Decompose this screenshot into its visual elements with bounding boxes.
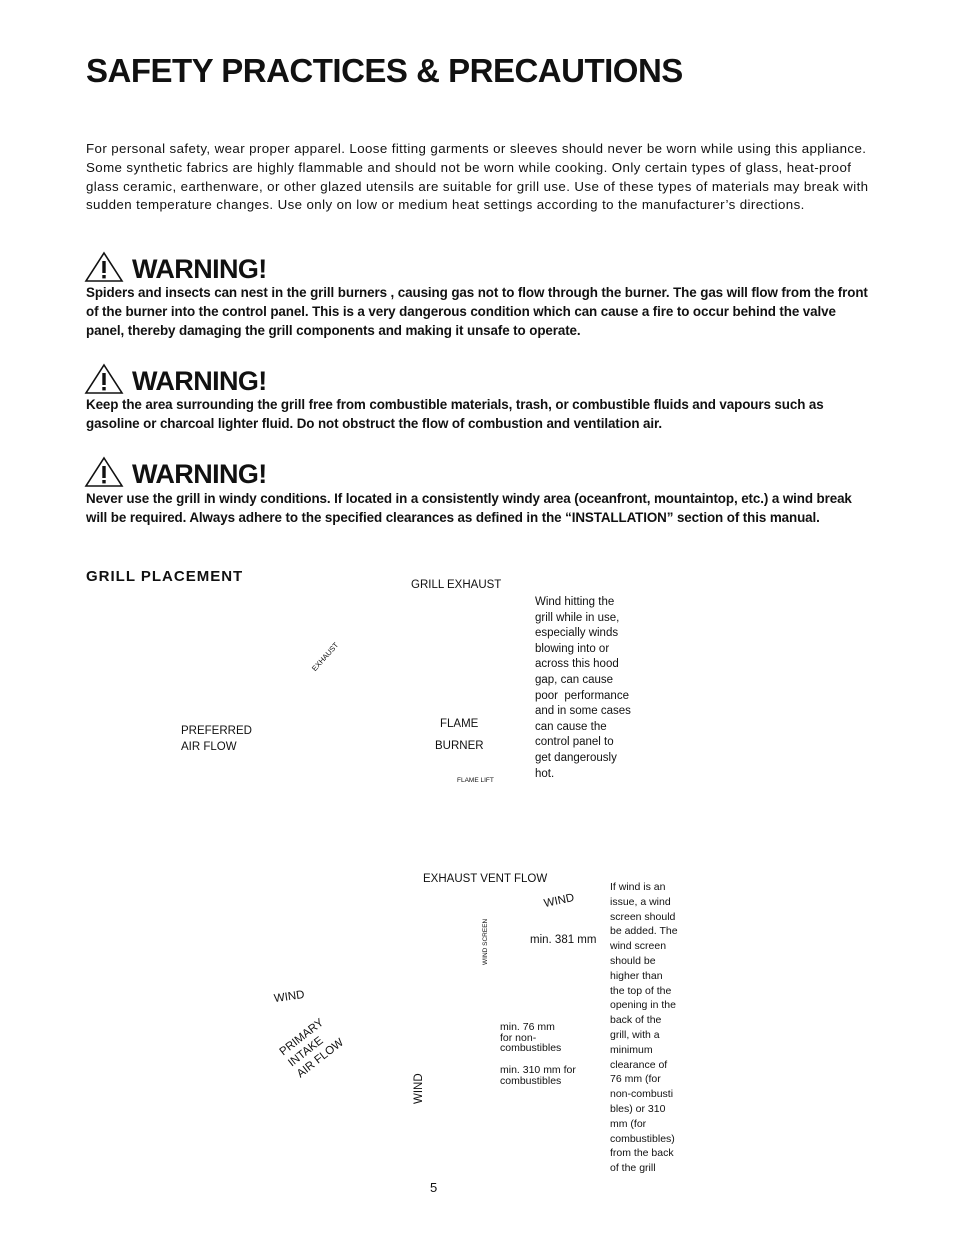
- hood-exhaust-label: EXHAUST: [309, 640, 341, 673]
- warning-heading-3: [84, 456, 384, 492]
- min-76-label: min. 76 mm for non- combustibles: [500, 1021, 562, 1054]
- wind-top-label: WIND: [542, 891, 576, 911]
- grill-airflow-diagram: [0, 590, 954, 840]
- grill-placement-heading: GRILL PLACEMENT: [86, 568, 244, 585]
- min-381-label: min. 381 mm: [530, 934, 597, 946]
- min-310-label: min. 310 mm for combustibles: [500, 1064, 576, 1087]
- warning-triangle-icon: [84, 251, 124, 283]
- warning-text-2: Keep the area surrounding the grill free from combustible materials, trash, or combustible fluids and vapours such as gasoline or charcoal lighter fluid. Do not obstruct the flow of combustion and ventilation air.: [86, 397, 824, 431]
- page-number: 5: [430, 1180, 438, 1195]
- burner-label: BURNER: [435, 740, 484, 752]
- intro-paragraph: For personal safety, wear proper apparel. Loose fitting garments or sleeves should never be worn while using this appliance. Some synthetic fabrics are highly flammable and should not be worn while cooking. Only certain types of glass, heat-proof glass ceramic, earthenware, or other glazed utensils are suitable for grill use. Use of these types of materials may break with sudden temperature changes. Use only on low or medium heat settings according to the manufacturer’s directions.: [86, 141, 869, 213]
- warning-text-1: Spiders and insects can nest in the grill burners , causing gas not to flow through the burner. The gas will flow from the front of the burner into the control panel. This is a very dangerous condition which can cause a fire to occur behind the valve panel, thereby damaging the grill components and making it unsafe to operate.: [86, 285, 868, 338]
- warning-triangle-icon: [84, 456, 124, 488]
- wind-screen-note: If wind is an issue, a wind screen should be added. The wind screen should be higher than the top of the opening in the back of the grill, with a minimum clearance of 76 mm (for non-combusti bles) or 310 mm (for combustibles) from the back of the grill: [610, 881, 678, 1175]
- grill-exhaust-label: GRILL EXHAUST: [411, 579, 502, 591]
- wind-screen-label: WIND SCREEN: [482, 918, 489, 965]
- warning-triangle-icon: [84, 363, 124, 395]
- warning-text-3: Never use the grill in windy conditions. If located in a consistently windy area (oceanfront, mountaintop, etc.) a wind break will be required. Always adhere to the specified clearances as defined in the “INSTALLATION” section of this manual.: [86, 491, 852, 525]
- primary-intake-label: PRIMARY INTAKE AIR FLOW: [277, 1016, 347, 1081]
- warning-heading-1: [84, 251, 384, 287]
- wind-screen-diagram: [0, 870, 954, 1120]
- warning-title: WARNING!: [132, 459, 267, 489]
- exhaust-vent-flow-label: EXHAUST VENT FLOW: [423, 873, 548, 885]
- preferred-air-flow-label: PREFERRED AIR FLOW: [181, 725, 252, 753]
- page-title: SAFETY PRACTICES & PRECAUTIONS: [86, 52, 683, 89]
- wind-bottom-label: WIND: [413, 1073, 425, 1104]
- warning-title: WARNING!: [132, 254, 267, 284]
- warning-title: WARNING!: [132, 366, 267, 396]
- warning-heading-2: [84, 363, 384, 399]
- wind-hazard-note: Wind hitting the grill while in use, especially winds blowing into or across this hood gap, can cause poor performance and in some cases can cause the control panel to get dangerously hot.: [535, 596, 631, 780]
- flame-label: FLAME: [440, 718, 479, 730]
- flame-lift-label: FLAME LIFT: [457, 777, 494, 784]
- wind-left-label: WIND: [273, 988, 306, 1006]
